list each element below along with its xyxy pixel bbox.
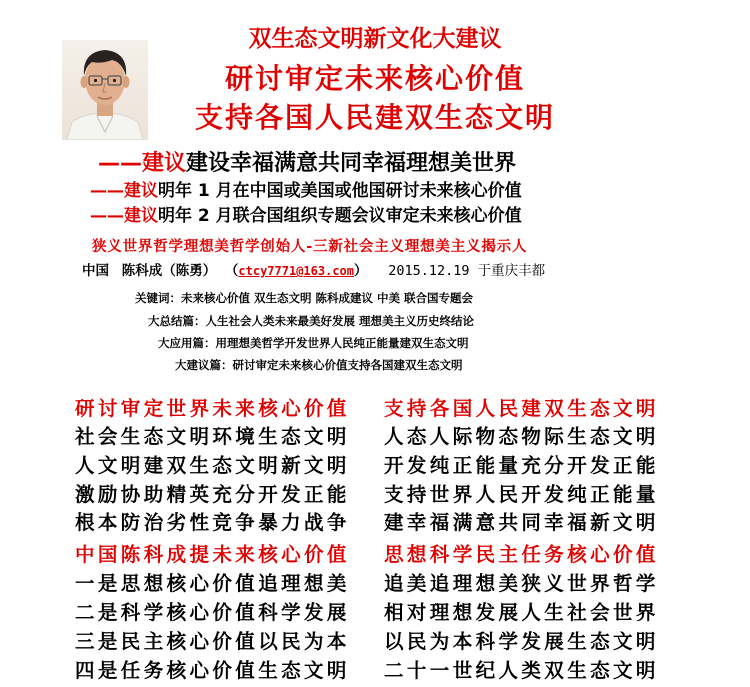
email-close-paren: ）	[354, 263, 368, 279]
proposal-keyword: 建议	[124, 206, 158, 226]
meta-summary: 大总结篇：人生社会人类未来最美好发展 理想美主义历史终结论	[148, 314, 475, 328]
poem-right-line-5: 建幸福满意共同幸福新文明	[384, 511, 659, 534]
poem-left-line-8: 二是科学核心价值科学发展	[75, 601, 350, 624]
proposal-text: 明年 2 月联合国组织专题会议审定未来核心价值	[158, 206, 522, 226]
document-subtitle-1: 研讨审定未来核心价值	[224, 62, 525, 95]
poem-right-line-3: 开发纯正能量充分开发正能	[384, 454, 659, 477]
founder-line: 狭义世界哲学理想美哲学创始人-三新社会主义理想美主义揭示人	[92, 239, 528, 255]
proposal-line-3	[90, 201, 522, 226]
proposal-text: 建设幸福满意共同幸福理想美世界	[186, 151, 517, 176]
proposal-dash: ——	[98, 151, 142, 176]
poem-left-line-9: 三是民主核心价值以民为本	[75, 630, 350, 653]
poem-left-line-1: 研讨审定世界未来核心价值	[75, 397, 350, 420]
meta-proposal: 大建议篇：研讨审定未来核心价值支持各国建双生态文明	[175, 358, 463, 372]
document-subtitle-2: 支持各国人民建双生态文明	[194, 101, 555, 134]
poem-left-line-3: 人文明建双生态文明新文明	[75, 454, 350, 477]
author-date-place: 2015.12.19 于重庆丰都	[388, 263, 546, 279]
meta-keywords: 关键词：未来核心价值 双生态文明 陈科成建议 中美 联合国专题会	[135, 291, 474, 305]
poem-right-line-7: 追美追理想美狭义世界哲学	[384, 572, 659, 595]
author-name: 陈科成（陈勇）	[121, 263, 217, 279]
poem-right-line-6: 思想科学民主任务核心价值	[384, 543, 659, 566]
email-open-paren: （	[224, 263, 239, 279]
poem-left-line-5: 根本防治劣性竞争暴力战争	[75, 511, 350, 534]
poem-left-line-6: 中国陈科成提未来核心价值	[75, 543, 350, 566]
poem-right-line-4: 支持世界人民开发纯正能量	[384, 483, 659, 506]
poem-left-line-7: 一是思想核心价值追理想美	[75, 572, 350, 595]
poem-left-line-10: 四是任务核心价值生态文明	[75, 659, 350, 682]
author-country: 中国	[82, 263, 109, 279]
proposal-keyword: 建议	[124, 181, 158, 201]
poem-right-line-9: 以民为本科学发展生态文明	[384, 630, 659, 653]
author-line	[82, 259, 545, 279]
poem-right-line-10: 二十一世纪人类双生态文明	[384, 659, 659, 682]
proposal-keyword: 建议	[142, 151, 187, 176]
proposal-text: 明年 1 月在中国或美国或他国研讨未来核心价值	[158, 181, 522, 201]
poem-right-line-1: 支持各国人民建双生态文明	[384, 397, 659, 420]
proposal-line-2	[90, 176, 522, 201]
proposal-dash: ——	[90, 206, 124, 226]
poem-right-line-2: 人态人际物态物际生态文明	[384, 425, 659, 448]
document-title: 双生态文明新文化大建议	[248, 26, 502, 52]
poem-left-line-4: 激励协助精英充分开发正能	[75, 483, 350, 506]
poem-right-line-8: 相对理想发展人生社会世界	[384, 601, 659, 624]
proposal-dash: ——	[90, 181, 124, 201]
meta-application: 大应用篇：用理想美哲学开发世界人民纯正能量建双生态文明	[158, 336, 469, 350]
poem-left-line-2: 社会生态文明环境生态文明	[75, 425, 350, 448]
proposal-line-1	[98, 146, 516, 177]
author-email-link[interactable]: ctcy7771@163.com	[238, 264, 354, 278]
